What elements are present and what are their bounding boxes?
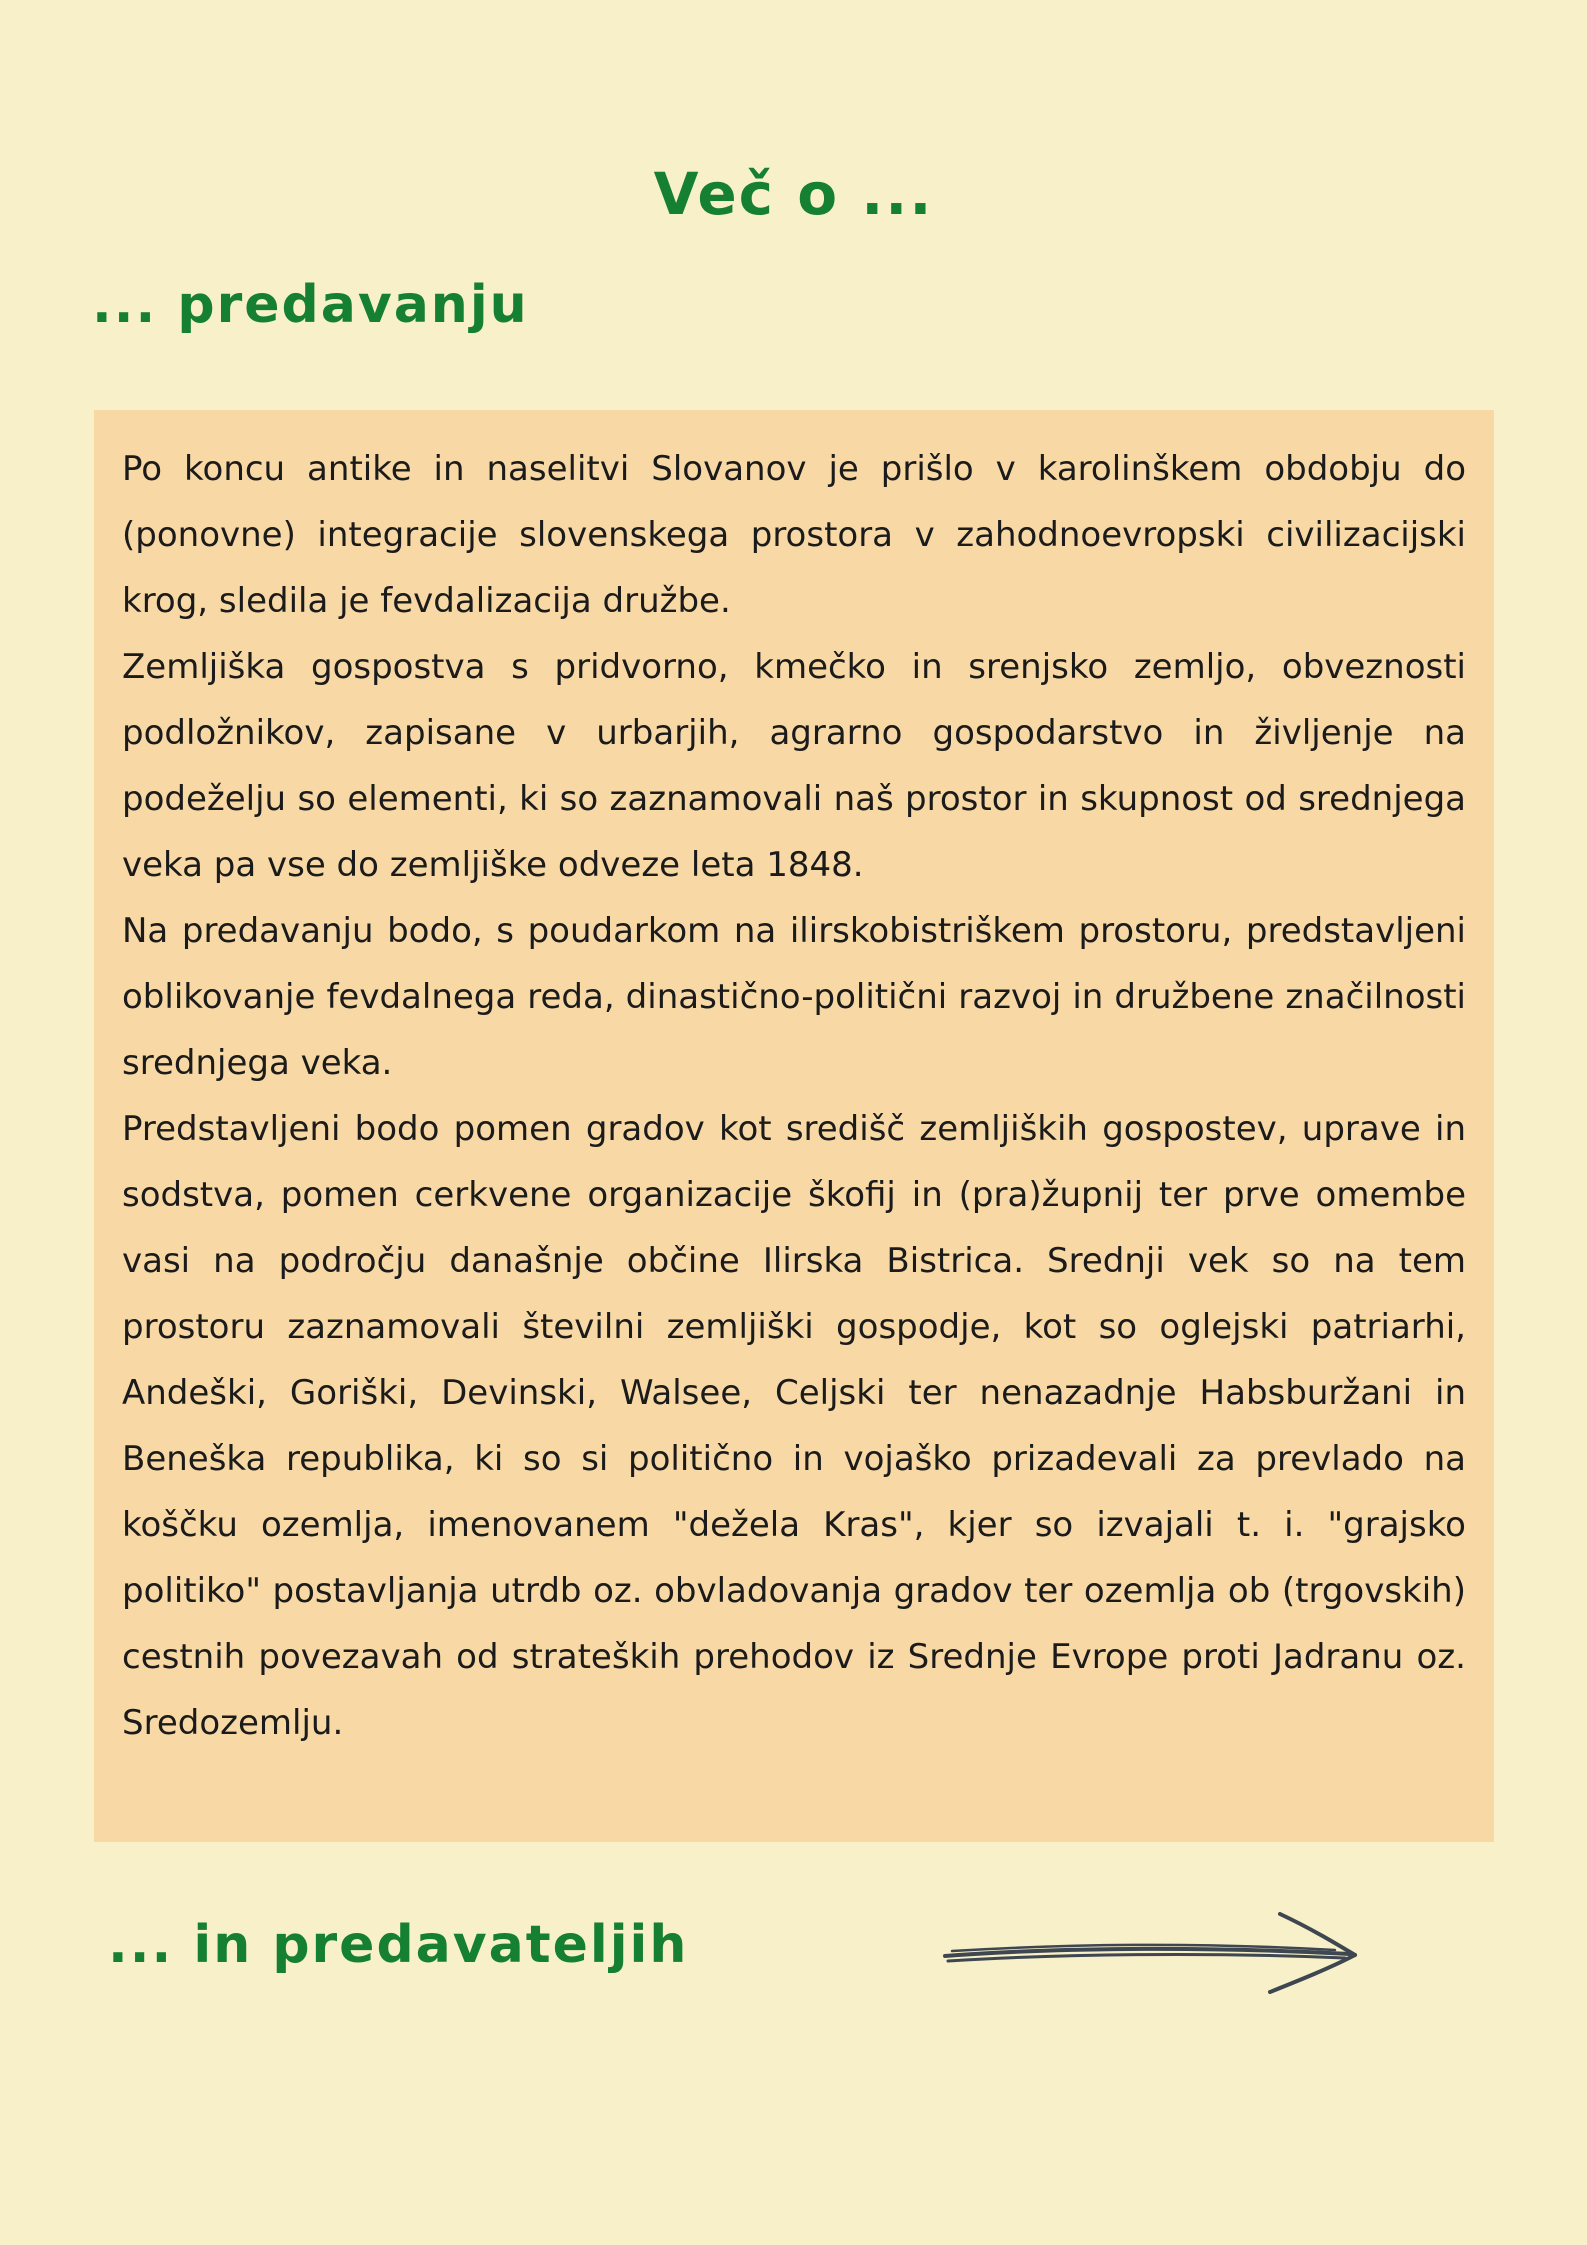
paragraph-2: Zemljiška gospostva s pridvorno, kmečko in srenjsko zemljo, obveznosti podložnikov, zapisane v urbarjih, agrarno gospodarstvo in življenje na podeželju so elementi, ki so zaznamovali naš prostor in skupnost od srednjega veka pa vse do zemljiške odveze leta 1848. bbox=[122, 647, 1466, 885]
lecture-heading: ... predavanju bbox=[92, 275, 529, 335]
paragraph-4: Predstavljeni bodo pomen gradov kot središč zemljiških gospostev, uprave in sodstva, pomen cerkvene organizacije škofij in (pra)župnij ter prve omembe vasi na področju današnje občine Ilirska Bistrica. Srednji vek so na tem prostoru zaznamovali številni zemljiški gospodje, kot so oglejski patriarhi, Andeški, Goriški, Devinski, Walsee, Celjski ter nenazadnje Habsburžani in Beneška republika, ki so si politično in vojaško prizadevali za prevlado na koščku ozemlja, imenovanem "dežela Kras", kjer so izvajali t. i. "grajsko politiko" postavljanja utrdb oz. obvladovanja gradov ter ozemlja ob (trgovskih) cestnih povezavah od strateških prehodov iz Srednje Evrope proti Jadranu oz. Sredozemlju. bbox=[122, 1109, 1466, 1743]
lecturers-heading: ... in predavateljih bbox=[108, 1915, 689, 1975]
lecture-description-box bbox=[94, 410, 1494, 1842]
page-title: Več o ... bbox=[653, 160, 934, 228]
paragraph-3: Na predavanju bodo, s poudarkom na ilirskobistriškem prostoru, predstavljeni oblikovanje fevdalnega reda, dinastično-politični razvoj in družbene značilnosti srednjega veka. bbox=[122, 911, 1466, 1083]
paragraph-1: Po koncu antike in naselitvi Slovanov je prišlo v karolinškem obdobju do (ponovne) integracije slovenskega prostora v zahodnoevropski civilizacijski krog, sledila je fevdalizacija družbe. bbox=[122, 449, 1466, 621]
arrow-right-icon[interactable] bbox=[940, 1908, 1360, 1998]
